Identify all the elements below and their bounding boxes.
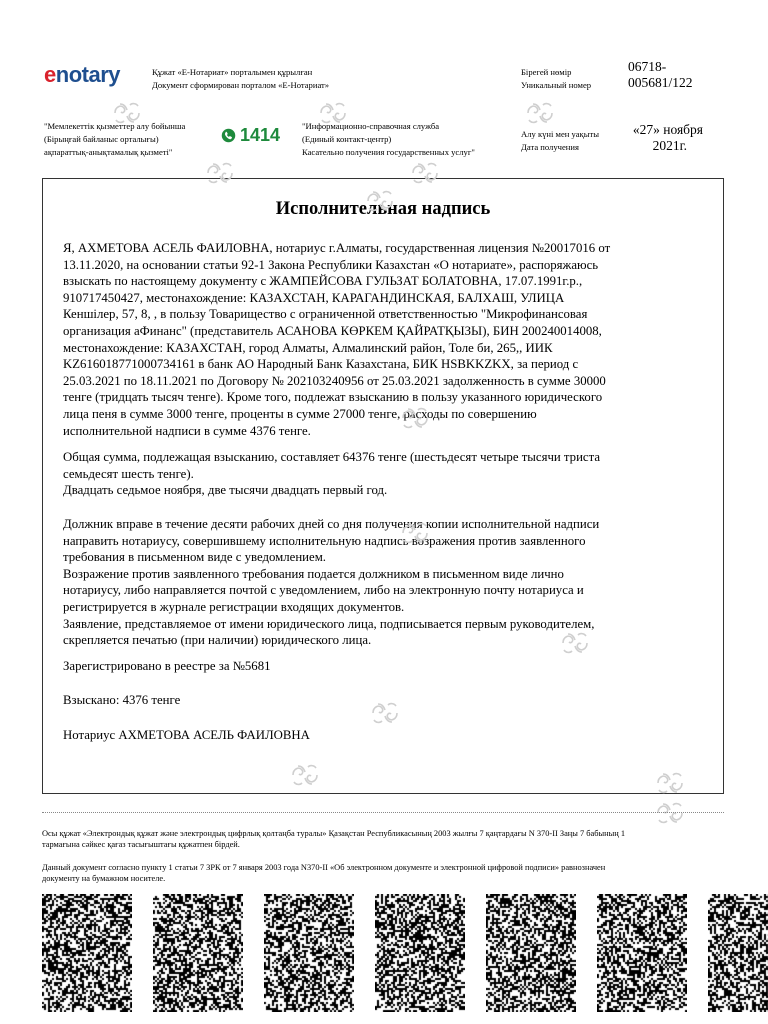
qr-code-icon: [264, 894, 354, 1012]
text-line: исполнительной надписи в сумме 4376 тенге.: [63, 423, 311, 438]
logo-notary: notary: [55, 62, 120, 87]
footer-separator: [42, 812, 724, 813]
text-line: 13.11.2020, на основании статьи 92-1 Закона Республики Казахстан «О нотариате», распоряжаюсь: [63, 257, 599, 272]
unique-value-1: 06718-: [628, 59, 667, 74]
text-line: Заявление, представляемое от имени юридического лица, подписывается первым руководителем,: [63, 616, 595, 631]
watermark-ornament-icon: [112, 100, 142, 126]
date-value-2: 2021г.: [652, 138, 687, 153]
text-line: скрепляется печатью (при наличии) юридического лица.: [63, 633, 372, 648]
footer-line: Осы құжат «Электрондық құжат және электрондық цифрлық қолтаңба туралы» Қазақстан Республикасының 2003 жылғы 7 қаңтардағы N 370-II Заңы 7 бабының 1: [42, 829, 626, 838]
text-line: требования в письменном виде с уведомлением.: [63, 550, 326, 565]
portal-kz: Құжат «Е-Нотариат» порталымен құрылған: [152, 67, 313, 77]
text-line: нотариусу, либо направляется почтой с уведомлением, либо на электронную почту нотариуса и: [63, 583, 584, 598]
document-title: Исполнительная надпись: [275, 199, 491, 219]
text-line: Возражение против заявленного требования подается должником в письменном виде лично: [63, 566, 564, 581]
service-kz-line: (Бірыңғай байланыс орталығы): [44, 134, 159, 144]
collected-text: Взыскано: 4376 тенге: [63, 693, 181, 707]
service-ru-line: Касательно получения государственных услуг": [302, 147, 475, 157]
paragraph-main: [63, 240, 708, 439]
enotary-logo: [44, 62, 120, 88]
text-line: организация аФинанс" (представитель АСАНОВА КӨРКЕМ ҚАЙРАТҚЫЗЫ), БИН 200240014008,: [63, 323, 602, 338]
text-line: 25.03.2021 по 18.11.2021 по Договору № 202103240956 от 25.03.2021 задолженность в сумме 30000: [63, 373, 606, 388]
unique-value-2: 005681/122: [628, 75, 693, 90]
notary-signature-text: Нотариус АХМЕТОВА АСЕЛЬ ФАИЛОВНА: [63, 728, 310, 742]
text-line: взыскать по настоящему документу с ЖАМПЕЙСОВА ГУЛЬЗАТ БОЛАТОВНА, 17.07.1991г.р.,: [63, 274, 583, 289]
text-line: лица пеня в сумме 3000 тенге, проценты в сумме 27000 тенге, расходы по совершению: [63, 406, 537, 421]
contact-phone: [221, 125, 280, 146]
portal-info: [152, 66, 329, 92]
service-kz-line: ақпараттық-анықтамалық қызметі": [44, 147, 173, 157]
footer-line: тармағына сәйкес қағаз тасығыштағы құжатпен бірдей.: [42, 840, 240, 849]
watermark-ornament-icon: [655, 800, 685, 826]
service-ru-line: (Единый контакт-центр): [302, 134, 392, 144]
qr-code-icon: [708, 894, 768, 1012]
footer-line: документу на бумажном носителе.: [42, 874, 166, 883]
text-line: Я, АХМЕТОВА АСЕЛЬ ФАИЛОВНА, нотариус г.Алматы, государственная лицензия №20017016 от: [63, 241, 611, 255]
service-kz-line: "Мемлекеттік қызметтер алу бойынша: [44, 121, 186, 131]
watermark-ornament-icon: [410, 160, 440, 186]
date-label-ru: Дата получения: [521, 142, 579, 152]
phone-icon: [221, 128, 236, 143]
unique-label-ru: Уникальный номер: [521, 80, 592, 90]
footer-legal-ru: [42, 862, 605, 884]
unique-number-value: [628, 59, 693, 91]
receive-date-value: [628, 122, 703, 154]
paragraph-total: [63, 449, 708, 499]
watermark-ornament-icon: [365, 188, 395, 214]
watermark-ornament-icon: [205, 160, 235, 186]
date-value-1: «27» ноября: [632, 122, 703, 137]
qr-code-icon: [597, 894, 687, 1012]
text-line: местонахождение: КАЗАХСТАН, город Алматы, Алмалинский район, Толе би, 265,, ИИК: [63, 340, 553, 355]
portal-ru: Документ сформирован порталом «Е-Нотариат»: [152, 80, 330, 90]
watermark-ornament-icon: [655, 770, 685, 796]
qr-code-icon: [42, 894, 132, 1012]
footer-line: Данный документ согласно пункту 1 статьи 7 ЗРК от 7 января 2003 года N370-II «Об электронном документе и электронной цифровой подписи» равнозначен: [42, 863, 606, 872]
text-line: Кеншілер, 57, 8, , в пользу Товарищество с ограниченной ответственностью "Микрофинансовая: [63, 307, 588, 322]
logo-e: e: [44, 62, 56, 87]
unique-number-label: [521, 66, 591, 92]
qr-code-icon: [486, 894, 576, 1012]
text-line: Общая сумма, подлежащая взысканию, составляет 64376 тенге (шестьдесят четыре тысячи триста: [63, 450, 601, 464]
text-line: Двадцать седьмое ноября, две тысячи двадцать первый год.: [63, 483, 388, 498]
registered-text: Зарегистрировано в реестре за №5681: [63, 659, 271, 673]
paragraph-rights: [63, 516, 708, 649]
text-line: тенге (тридцать тысяч тенге). Кроме того, подлежат взысканию в пользу указанного юридического: [63, 390, 603, 405]
text-line: 910717450427, местонахождение: КАЗАХСТАН, КАРАГАНДИНСКАЯ, БАЛХАШ, УЛИЦА: [63, 290, 565, 305]
text-line: регистрируется в журнале регистрации входящих документов.: [63, 599, 405, 614]
watermark-ornament-icon: [370, 700, 400, 726]
watermark-ornament-icon: [525, 100, 555, 126]
unique-label-kz: Бірегей нөмір: [521, 67, 572, 77]
text-line: направить нотариусу, совершившему исполнительную надпись возражения против заявленного: [63, 533, 586, 548]
watermark-ornament-icon: [318, 100, 348, 126]
qr-code-icon: [153, 894, 243, 1012]
watermark-ornament-icon: [400, 520, 430, 546]
watermark-ornament-icon: [400, 405, 430, 431]
phone-number: 1414: [240, 125, 281, 145]
text-line: KZ616018771000734161 в банк АО Народный Банк Казахстана, БИК HSBKKZKX, за период с: [63, 357, 579, 372]
watermark-ornament-icon: [290, 762, 320, 788]
footer-legal-kz: [42, 828, 625, 850]
text-line: Должник вправе в течение десяти рабочих дней со дня получения копии исполнительной надписи: [63, 517, 600, 531]
watermark-ornament-icon: [560, 630, 590, 656]
date-label-kz: Алу күні мен уақыты: [521, 129, 600, 139]
qr-code-icon: [375, 894, 465, 1012]
receive-date-label: [521, 128, 599, 154]
text-line: семьдесят шесть тенге).: [63, 466, 194, 481]
service-ru-line: "Информационно-справочная служба: [302, 121, 440, 131]
